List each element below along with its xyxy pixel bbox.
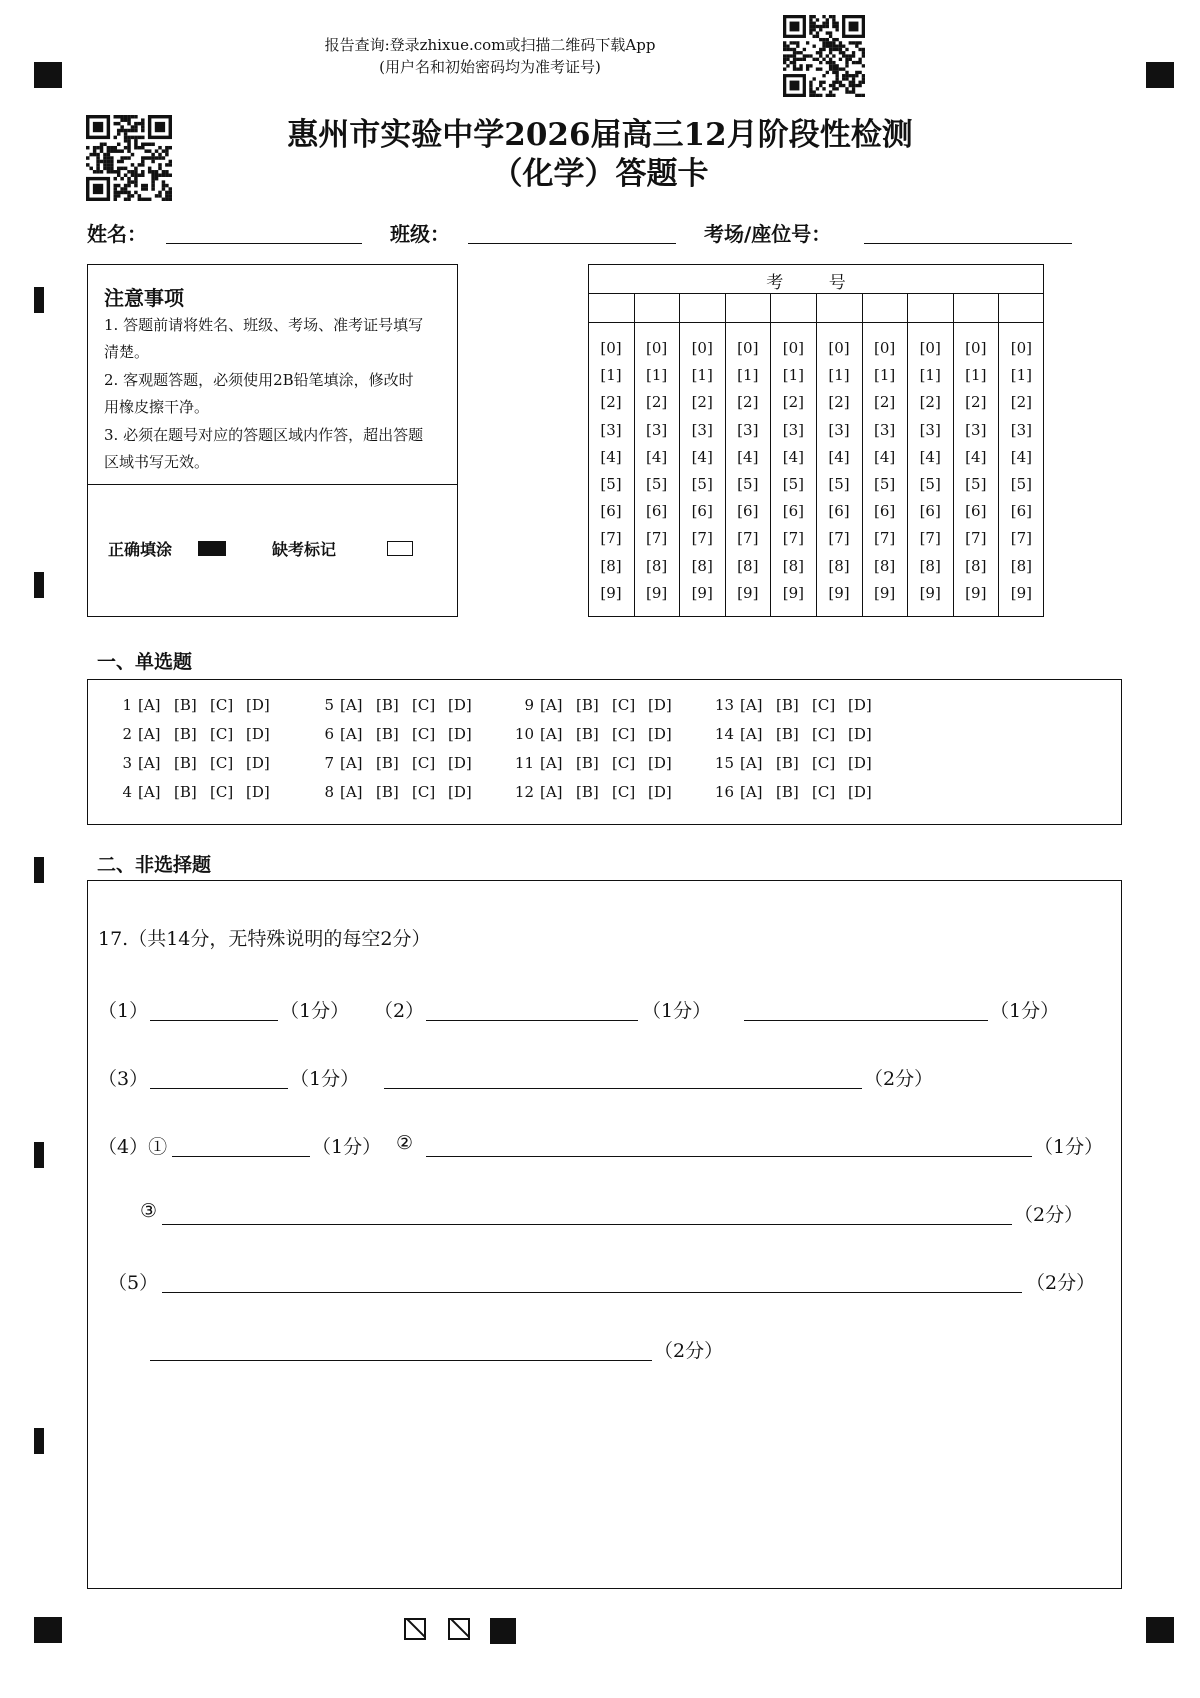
mc-question-row (110, 725, 282, 743)
mc-option-bubble[interactable]: [B] (376, 783, 399, 801)
exam-id-bubble[interactable]: [3] (645, 420, 668, 439)
exam-id-bubble[interactable]: [2] (737, 393, 759, 412)
mc-question-row (512, 754, 684, 772)
mc-question-number: 9 (524, 696, 534, 714)
mc-option-bubble[interactable]: [C] (412, 696, 436, 714)
exam-id-bubble[interactable]: [5] (919, 475, 941, 494)
q17-part1-label: （1） (98, 1000, 149, 1022)
mc-option-bubble[interactable]: [C] (812, 725, 836, 743)
q17-part2-label: （2） (374, 1000, 425, 1022)
exam-id-bubble[interactable]: [5] (828, 475, 850, 494)
exam-id-bubble[interactable]: [2] (1010, 393, 1033, 412)
exam-id-bubble[interactable]: [6] (691, 502, 713, 521)
exam-id-bubble[interactable]: [6] (737, 502, 759, 521)
exam-id-bubble[interactable]: [5] (782, 475, 805, 494)
mc-option-bubble[interactable]: [A] (740, 783, 763, 801)
mc-option-bubble[interactable]: [B] (576, 725, 599, 743)
exam-id-bubble[interactable]: [8] (1010, 556, 1033, 575)
mc-question-number: 2 (122, 725, 132, 743)
exam-id-bubble[interactable]: [1] (873, 366, 896, 385)
notice-title: 注意事项 (104, 286, 184, 310)
mc-option-bubble[interactable]: [D] (448, 754, 472, 772)
exam-id-bubble[interactable]: [1] (828, 366, 850, 385)
exam-id-digit-input[interactable] (770, 294, 816, 322)
mc-option-bubble[interactable]: [C] (412, 783, 436, 801)
seat-field[interactable] (864, 243, 1072, 244)
mc-question-number: 13 (714, 696, 734, 714)
notice-item: 3. 必须在题号对应的答题区域内作答，超出答题区域书写无效。 (104, 426, 424, 471)
exam-id-bubble[interactable]: [5] (737, 475, 759, 494)
exam-id-bubble[interactable]: [3] (919, 420, 941, 439)
exam-id-bubble[interactable]: [6] (919, 502, 941, 521)
page-subtitle: （化学）答题卡 (491, 156, 709, 192)
mc-question-number: 4 (122, 783, 132, 801)
absent-mark-checkbox[interactable] (387, 541, 413, 556)
page-mark-slash (448, 1618, 470, 1640)
exam-id-bubble[interactable]: [4] (737, 447, 759, 466)
mc-option-bubble[interactable]: [D] (448, 696, 472, 714)
mc-option-bubble[interactable]: [C] (210, 754, 234, 772)
mc-option-bubble[interactable]: [D] (448, 783, 472, 801)
name-label: 姓名： (87, 222, 147, 246)
mc-option-bubble[interactable]: [B] (174, 725, 197, 743)
timing-mark (34, 1142, 44, 1168)
exam-id-bubble[interactable]: [2] (782, 393, 805, 412)
timing-mark (34, 572, 44, 598)
exam-id-bubble[interactable]: [7] (645, 529, 668, 548)
q17-part4-sub3-label: ③ (140, 1200, 158, 1222)
mc-option-bubble[interactable]: [D] (648, 725, 672, 743)
exam-id-bubble[interactable]: [3] (965, 420, 987, 439)
mc-option-bubble[interactable]: [A] (340, 754, 363, 772)
exam-id-bubble[interactable]: [9] (645, 583, 668, 602)
exam-id-bubble[interactable]: [5] (600, 475, 622, 494)
exam-id-column (679, 335, 725, 607)
exam-id-bubble[interactable]: [0] (873, 339, 896, 357)
exam-id-bubble[interactable]: [3] (600, 420, 622, 439)
mc-option-bubble[interactable]: [C] (812, 754, 836, 772)
exam-id-bubble[interactable]: [3] (737, 420, 759, 439)
mc-question-number: 3 (122, 754, 132, 772)
mc-question-row (110, 754, 282, 772)
mc-question-number: 6 (324, 725, 334, 743)
exam-id-bubble[interactable]: [6] (965, 502, 987, 521)
report-query-note: (用户名和初始密码均为准考证号) (379, 58, 601, 76)
mc-option-bubble[interactable]: [D] (848, 696, 872, 714)
mc-option-bubble[interactable]: [B] (776, 783, 799, 801)
exam-id-bubble[interactable]: [2] (691, 393, 713, 412)
mc-question-number: 14 (714, 725, 734, 743)
mc-option-bubble[interactable]: [C] (210, 696, 234, 714)
exam-id-bubble[interactable]: [2] (600, 393, 622, 412)
exam-id-column (634, 335, 680, 607)
qr-code (782, 14, 866, 98)
mc-question-row (512, 725, 684, 743)
mc-question-number: 1 (122, 696, 132, 714)
q17-header: 17.（共14分，无特殊说明的每空2分） (98, 928, 431, 950)
exam-id-bubble[interactable]: [2] (919, 393, 941, 412)
exam-id-bubble[interactable]: [6] (828, 502, 850, 521)
mc-option-bubble[interactable]: [B] (174, 754, 197, 772)
exam-id-bubble[interactable]: [4] (965, 447, 987, 466)
exam-id-column (862, 335, 908, 607)
exam-id-bubble[interactable]: [6] (600, 502, 622, 521)
exam-id-bubble[interactable]: [9] (737, 583, 759, 602)
exam-id-bubble[interactable]: [9] (1010, 583, 1033, 602)
exam-id-digit-input[interactable] (634, 294, 680, 322)
exam-id-bubble[interactable]: [6] (645, 502, 668, 521)
score-note: （1分） (642, 1000, 712, 1022)
exam-id-bubble[interactable]: [7] (691, 529, 713, 548)
exam-id-bubble[interactable]: [7] (782, 529, 805, 548)
notice-divider (87, 484, 458, 485)
mc-option-bubble[interactable]: [D] (648, 783, 672, 801)
mc-option-bubble[interactable]: [C] (412, 754, 436, 772)
absent-mark-label: 缺考标记 (272, 540, 337, 559)
exam-id-bubble[interactable]: [8] (645, 556, 668, 575)
score-note: （1分） (312, 1136, 382, 1158)
exam-id-bubble[interactable]: [4] (645, 447, 668, 466)
section-2-title: 二、非选择题 (97, 854, 212, 876)
mc-question-row (312, 725, 484, 743)
registration-mark-bottom-right (1146, 1617, 1174, 1643)
exam-id-bubble[interactable]: [1] (965, 366, 987, 385)
exam-id-bubble[interactable]: [6] (782, 502, 805, 521)
exam-id-bubble[interactable]: [5] (873, 475, 896, 494)
notice-item: 2. 客观题答题，必须使用2B铅笔填涂，修改时用橡皮擦干净。 (104, 371, 414, 416)
exam-id-bubble[interactable]: [8] (737, 556, 759, 575)
mc-option-bubble[interactable]: [D] (648, 754, 672, 772)
mc-option-bubble[interactable]: [D] (246, 754, 270, 772)
mc-option-bubble[interactable]: [C] (612, 696, 636, 714)
mc-question-number: 10 (514, 725, 534, 743)
exam-id-bubble[interactable]: [0] (645, 339, 668, 357)
exam-id-bubble[interactable]: [8] (828, 556, 850, 575)
exam-id-bubble[interactable]: [7] (600, 529, 622, 548)
mc-option-bubble[interactable]: [A] (740, 754, 763, 772)
exam-id-bubble[interactable]: [4] (782, 447, 805, 466)
mc-question-row (512, 696, 684, 714)
mc-option-bubble[interactable]: [D] (246, 696, 270, 714)
exam-id-bubble[interactable]: [5] (1010, 475, 1033, 494)
mc-option-bubble[interactable]: [A] (138, 783, 161, 801)
q17-part4-sub2-label: ② (396, 1132, 414, 1154)
mc-option-bubble[interactable]: [B] (576, 696, 599, 714)
mc-option-bubble[interactable]: [D] (448, 725, 472, 743)
mc-option-bubble[interactable]: [C] (812, 783, 836, 801)
mc-option-bubble[interactable]: [D] (246, 783, 270, 801)
free-response-box (87, 880, 1122, 1589)
exam-id-bubble[interactable]: [2] (828, 393, 850, 412)
mc-question-row (712, 725, 884, 743)
exam-id-bubble[interactable]: [2] (873, 393, 896, 412)
answer-blank[interactable] (150, 1360, 652, 1361)
mc-option-bubble[interactable]: [C] (612, 783, 636, 801)
exam-id-bubble[interactable]: [3] (1010, 420, 1033, 439)
mc-question-number: 15 (714, 754, 734, 772)
mc-option-bubble[interactable]: [B] (376, 696, 399, 714)
section-1-title: 一、单选题 (97, 651, 193, 673)
exam-id-bubble[interactable]: [3] (782, 420, 805, 439)
exam-id-bubble[interactable]: [8] (919, 556, 941, 575)
exam-id-bubble[interactable]: [8] (873, 556, 896, 575)
score-note: （2分） (1026, 1272, 1096, 1294)
exam-id-bubble[interactable]: [7] (737, 529, 759, 548)
q17-part3-label: （3） (98, 1068, 149, 1090)
exam-id-bubble[interactable]: [4] (691, 447, 713, 466)
exam-id-bubble[interactable]: [9] (691, 583, 713, 602)
mc-option-bubble[interactable]: [B] (174, 783, 197, 801)
mc-option-bubble[interactable]: [C] (210, 783, 234, 801)
mc-option-bubble[interactable]: [D] (848, 725, 872, 743)
exam-id-bubble[interactable]: [0] (691, 339, 713, 357)
mc-option-bubble[interactable]: [C] (412, 725, 436, 743)
exam-id-bubble[interactable]: [0] (600, 339, 622, 357)
exam-id-title: 考 号 (766, 273, 866, 293)
exam-id-bubble[interactable]: [0] (1010, 339, 1033, 357)
exam-id-bubble[interactable]: [3] (873, 420, 896, 439)
mc-question-row (312, 754, 484, 772)
exam-id-bubble[interactable]: [7] (965, 529, 987, 548)
mc-question-row (712, 696, 884, 714)
exam-id-bubble[interactable]: [4] (1010, 447, 1033, 466)
exam-id-bubble[interactable]: [0] (782, 339, 805, 357)
score-note: （1分） (1034, 1136, 1104, 1158)
registration-mark-top-left (34, 62, 62, 88)
mc-option-bubble[interactable]: [B] (576, 783, 599, 801)
score-note: （2分） (654, 1340, 724, 1362)
timing-mark (34, 287, 44, 313)
exam-id-digit-input[interactable] (725, 294, 771, 322)
mc-option-bubble[interactable]: [B] (776, 754, 799, 772)
exam-id-digit-input[interactable] (588, 294, 634, 322)
exam-id-bubble[interactable]: [4] (919, 447, 941, 466)
mc-question-row (110, 696, 282, 714)
mc-option-bubble[interactable]: [D] (848, 754, 872, 772)
exam-id-column (725, 335, 771, 607)
report-query-line: 报告查询:登录zhixue.com或扫描二维码下载App (324, 36, 656, 54)
exam-id-bubble[interactable]: [2] (645, 393, 668, 412)
mc-option-bubble[interactable]: [A] (138, 725, 161, 743)
exam-id-bubble[interactable]: [6] (1010, 502, 1033, 521)
mc-question-row (312, 783, 484, 801)
exam-id-bubble[interactable]: [9] (873, 583, 896, 602)
registration-mark-top-right (1146, 62, 1174, 88)
mc-option-bubble[interactable]: [D] (848, 783, 872, 801)
answer-blank[interactable] (150, 1088, 288, 1089)
score-note: （1分） (990, 1000, 1060, 1022)
timing-mark (34, 857, 44, 883)
score-note: （1分） (280, 1000, 350, 1022)
exam-id-digit-input[interactable] (679, 294, 725, 322)
registration-mark-bottom-left (34, 1617, 62, 1643)
exam-id-column (588, 335, 634, 607)
exam-id-digit-input[interactable] (907, 294, 953, 322)
exam-id-bubble[interactable]: [5] (691, 475, 713, 494)
answer-blank[interactable] (162, 1224, 1012, 1225)
exam-id-bubble[interactable]: [3] (828, 420, 850, 439)
mc-option-bubble[interactable]: [B] (376, 754, 399, 772)
exam-id-bubble[interactable]: [0] (965, 339, 987, 357)
exam-id-bubble[interactable]: [9] (919, 583, 941, 602)
mc-option-bubble[interactable]: [C] (612, 725, 636, 743)
mc-option-bubble[interactable]: [D] (648, 696, 672, 714)
answer-blank[interactable] (384, 1088, 862, 1089)
mc-option-bubble[interactable]: [A] (138, 754, 161, 772)
page-mark-solid (490, 1618, 516, 1644)
exam-id-bubble[interactable]: [7] (873, 529, 896, 548)
exam-id-bubble[interactable]: [1] (691, 366, 713, 385)
correct-fill-sample (198, 541, 226, 556)
mc-option-bubble[interactable]: [B] (174, 696, 197, 714)
class-label: 班级： (390, 222, 450, 246)
exam-id-bubble[interactable]: [8] (600, 556, 622, 575)
mc-option-bubble[interactable]: [A] (740, 696, 763, 714)
answer-blank[interactable] (426, 1156, 1032, 1157)
exam-id-column (907, 335, 953, 607)
mc-option-bubble[interactable]: [B] (776, 696, 799, 714)
notice-item: 1. 答题前请将姓名、班级、考场、准考证号填写清楚。 (104, 316, 424, 361)
mc-option-bubble[interactable]: [B] (376, 725, 399, 743)
score-note: （2分） (864, 1068, 934, 1090)
mc-question-number: 7 (324, 754, 334, 772)
qr-code (85, 114, 173, 202)
answer-blank[interactable] (150, 1020, 278, 1021)
exam-id-bubble[interactable]: [5] (645, 475, 668, 494)
exam-id-bubble[interactable]: [7] (828, 529, 850, 548)
exam-id-bubble[interactable]: [1] (737, 366, 759, 385)
mc-option-bubble[interactable]: [A] (540, 783, 563, 801)
mc-question-number: 12 (514, 783, 534, 801)
q17-part5-label: （5） (108, 1272, 159, 1294)
exam-id-digit-input[interactable] (816, 294, 862, 322)
mc-option-bubble[interactable]: [C] (612, 754, 636, 772)
correct-fill-label: 正确填涂 (108, 540, 173, 559)
exam-id-bubble[interactable]: [0] (737, 339, 759, 357)
exam-id-bubble[interactable]: [7] (919, 529, 941, 548)
mc-option-bubble[interactable]: [B] (576, 754, 599, 772)
mc-option-bubble[interactable]: [A] (340, 696, 363, 714)
mc-option-bubble[interactable]: [D] (246, 725, 270, 743)
mc-option-bubble[interactable]: [A] (540, 696, 563, 714)
exam-id-bubble[interactable]: [0] (919, 339, 941, 357)
exam-id-bubble[interactable]: [2] (965, 393, 987, 412)
exam-id-bubble[interactable]: [1] (1010, 366, 1033, 385)
q17-part4-label: （4）① (98, 1136, 168, 1158)
exam-id-bubble[interactable]: [6] (873, 502, 896, 521)
exam-id-bubble[interactable]: [7] (1010, 529, 1033, 548)
mc-question-number: 8 (324, 783, 334, 801)
exam-id-bubble[interactable]: [8] (691, 556, 713, 575)
mc-option-bubble[interactable]: [A] (138, 696, 161, 714)
exam-id-bubble[interactable]: [9] (600, 583, 622, 602)
mc-option-bubble[interactable]: [B] (776, 725, 799, 743)
exam-id-bubble[interactable]: [1] (919, 366, 941, 385)
exam-id-bubble[interactable]: [3] (691, 420, 713, 439)
exam-id-digit-input[interactable] (953, 294, 999, 322)
mc-option-bubble[interactable]: [A] (540, 754, 563, 772)
class-field[interactable] (468, 243, 676, 244)
exam-id-column (816, 335, 862, 607)
exam-id-bubble[interactable]: [1] (600, 366, 622, 385)
mc-question-row (712, 754, 884, 772)
mc-question-row (110, 783, 282, 801)
mc-question-number: 16 (714, 783, 734, 801)
timing-mark (34, 1428, 44, 1454)
exam-id-bubble[interactable]: [4] (600, 447, 622, 466)
exam-id-column (998, 335, 1044, 607)
answer-blank[interactable] (426, 1020, 638, 1021)
mc-option-bubble[interactable]: [C] (812, 696, 836, 714)
name-field[interactable] (166, 243, 362, 244)
exam-id-bubble[interactable]: [4] (873, 447, 896, 466)
exam-id-digit-input[interactable] (998, 294, 1044, 322)
answer-blank[interactable] (162, 1292, 1022, 1293)
mc-question-row (712, 783, 884, 801)
answer-blank[interactable] (744, 1020, 988, 1021)
exam-id-bubble[interactable]: [4] (828, 447, 850, 466)
exam-id-column (953, 335, 999, 607)
exam-id-column (770, 335, 816, 607)
exam-id-bubble[interactable]: [1] (645, 366, 668, 385)
exam-id-bubble[interactable]: [5] (965, 475, 987, 494)
exam-id-bubble[interactable]: [9] (782, 583, 805, 602)
mc-option-bubble[interactable]: [C] (210, 725, 234, 743)
mc-question-number: 5 (324, 696, 334, 714)
mc-option-bubble[interactable]: [A] (340, 725, 363, 743)
mc-question-row (512, 783, 684, 801)
page-mark-slash (404, 1618, 426, 1640)
seat-label: 考场/座位号： (704, 222, 832, 246)
score-note: （2分） (1014, 1204, 1084, 1226)
page-title: 惠州市实验中学2026届高三12月阶段性检测 (287, 117, 913, 153)
mc-question-number: 11 (514, 754, 534, 772)
exam-id-bubble[interactable]: [0] (828, 339, 850, 357)
exam-id-bubble[interactable]: [1] (782, 366, 805, 385)
mc-option-bubble[interactable]: [A] (340, 783, 363, 801)
mc-option-bubble[interactable]: [A] (740, 725, 763, 743)
score-note: （1分） (290, 1068, 360, 1090)
exam-id-digit-input[interactable] (862, 294, 908, 322)
exam-id-bubble[interactable]: [9] (965, 583, 987, 602)
exam-id-bubble[interactable]: [8] (782, 556, 805, 575)
exam-id-bubble[interactable]: [8] (965, 556, 987, 575)
mc-option-bubble[interactable]: [A] (540, 725, 563, 743)
mc-question-row (312, 696, 484, 714)
answer-blank[interactable] (172, 1156, 310, 1157)
exam-id-bubble[interactable]: [9] (828, 583, 850, 602)
